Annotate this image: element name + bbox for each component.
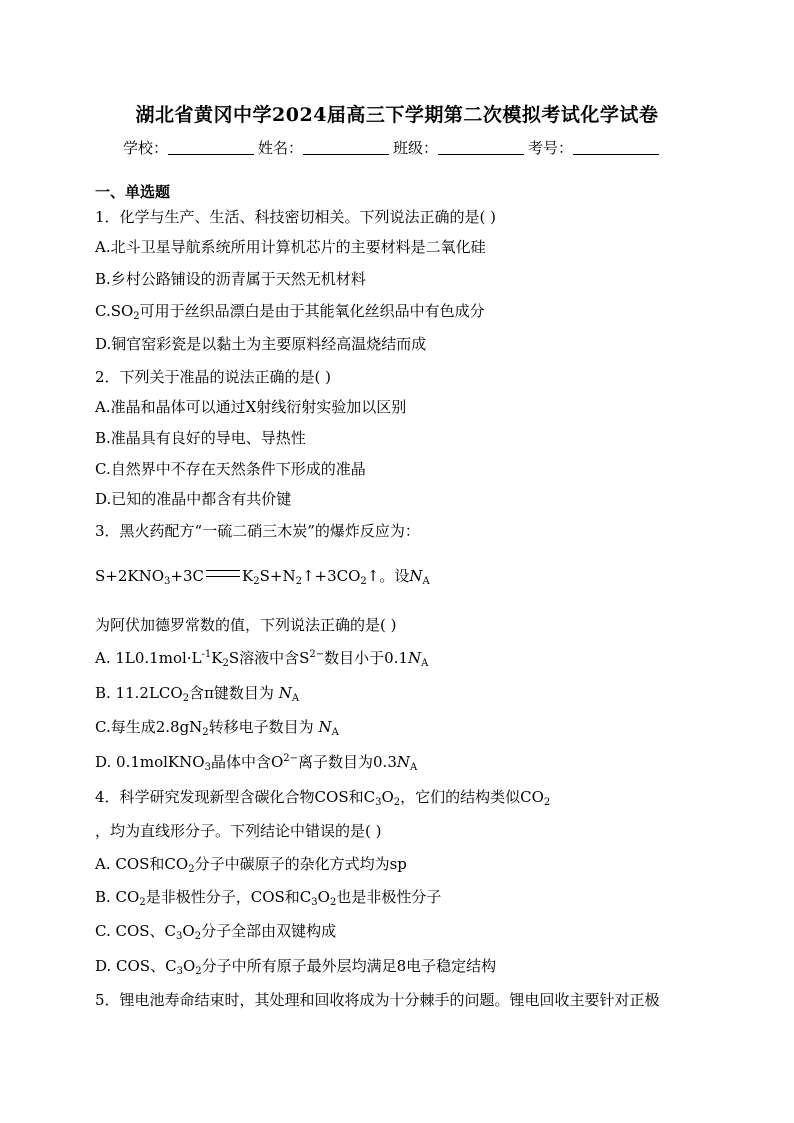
q1-option-d: D.铜官窑彩瓷是以黏土为主要原料经高温烧结而成 (95, 335, 427, 353)
q3-option-b: B. $11.2LCO_2$含π键数目为 $N_A$ (95, 684, 300, 704)
q4-stem: 4．科学研究发现新型含碳化合物COS和$C_3O_2$，它们的结构类似$CO_2$ (95, 788, 551, 808)
double-equals-sign (206, 570, 240, 577)
q3-option-d: D. 0.1molKNO$_3$晶体中含$O^{2-}$离子数目为$0.3N_A$ (95, 753, 418, 773)
name-blank (303, 140, 389, 155)
q4-stem-continued: ，均为直线形分子。下列结论中错误的是( ) (95, 822, 382, 840)
q2-option-a: A.准晶和晶体可以通过X射线衍射实验加以区别 (95, 398, 407, 416)
q3-stem: 3．黑火药配方“一硫二硝三木炭”的爆炸反应为： (95, 522, 420, 540)
q4-option-c: C. COS、$C_3O_2$分子全部由双键构成 (95, 922, 337, 942)
school-blank (168, 140, 254, 155)
q1-option-c: $C.SO_2$可用于丝织品漂白是由于其能氧化丝织品中有色成分 (95, 302, 485, 322)
q2-option-b: B.准晶具有良好的导电、导热性 (95, 429, 306, 447)
section-heading: 一、单选题 (95, 183, 171, 201)
number-blank (573, 140, 659, 155)
student-info-line (123, 137, 663, 158)
q4-option-a: A. COS和$CO_2$分子中碳原子的杂化方式均为sp (95, 855, 407, 875)
q2-stem: 2．下列关于准晶的说法正确的是( ) (95, 368, 332, 386)
q2-option-c: C.自然界中不存在天然条件下形成的准晶 (95, 460, 366, 478)
q2-option-d: D.已知的准晶中都含有共价键 (95, 490, 292, 508)
q3-option-c: C.每生成$2.8gN_2$转移电子数目为 $N_A$ (95, 718, 339, 738)
name-label: 姓名： (258, 139, 304, 157)
q1-option-a: A.北斗卫星导航系统所用计算机芯片的主要材料是二氧化硅 (95, 238, 486, 256)
number-label: 考号： (528, 139, 574, 157)
q3-equation: $S+2KNO_3+3C$ $K_2S+N_2↑+3CO_2↑$。设$N_A$ (95, 567, 430, 587)
page-title: 湖北省黄冈中学2024届高三下学期第二次模拟考试化学试卷 (135, 104, 659, 126)
class-label: 班级： (393, 139, 439, 157)
q3-stem-continued: 为阿伏加德罗常数的值，下列说法正确的是( ) (95, 616, 397, 634)
q1-option-b: B.乡村公路铺设的沥青属于天然无机材料 (95, 270, 366, 288)
q4-option-d: D. COS、$C_3O_2$分子中所有原子最外层均满足8电子稳定结构 (95, 957, 497, 977)
school-label: 学校： (123, 139, 169, 157)
class-blank (438, 140, 524, 155)
q5-stem: 5．锂电池寿命结束时，其处理和回收将成为十分棘手的问题。锂电回收主要针对正极 (95, 991, 660, 1009)
q1-stem: 1．化学与生产、生活、科技密切相关。下列说法正确的是( ) (95, 208, 497, 226)
q4-option-b: B. $CO_2$是非极性分子，COS和$C_3O_2$也是非极性分子 (95, 888, 442, 908)
q3-option-a: A. $1L0.1mol\cdot L^{-1}K_2S$溶液中含$S^{2-}$数目小于$0.1N_A$ (95, 649, 429, 669)
